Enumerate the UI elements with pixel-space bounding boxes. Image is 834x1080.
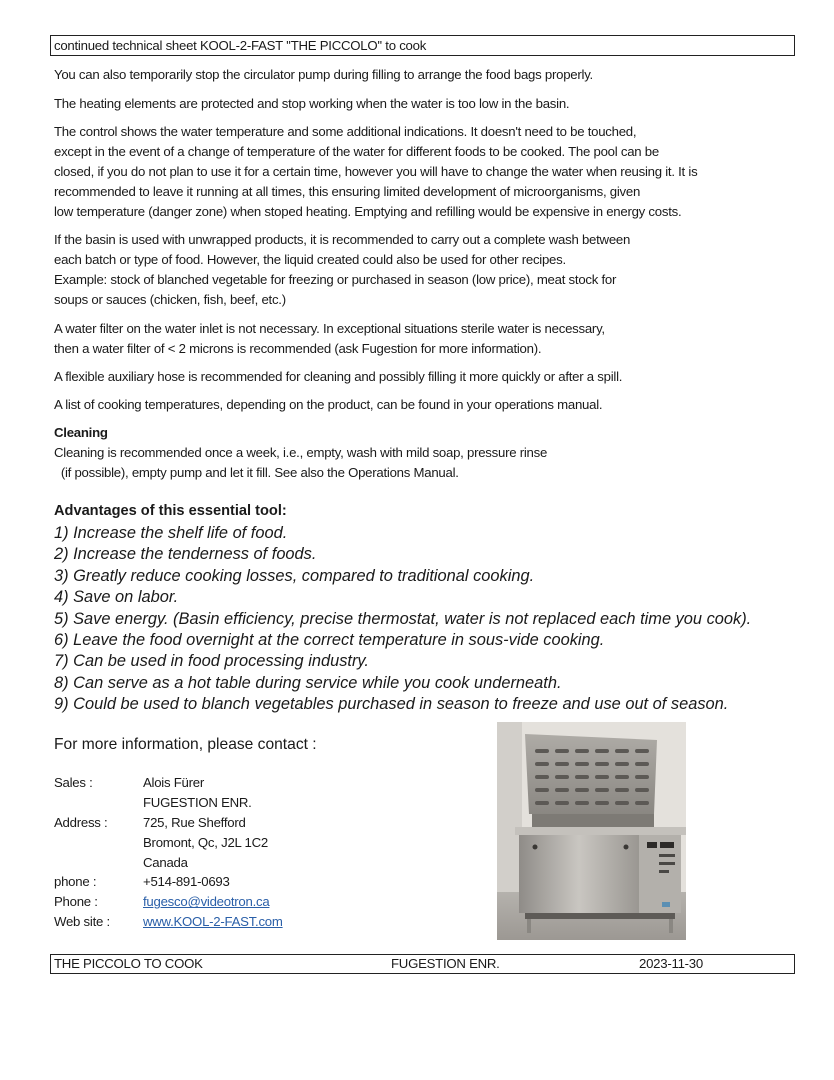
advantage-item: 5) Save energy. (Basin efficiency, precise thermostat, water is not replaced each time you cook). [54,609,752,628]
text-line: low temperature (danger zone) when stoped heating. Emptying and refilling would be expensive in energy costs. [54,204,682,219]
text-line: If the basin is used with unwrapped products, it is recommended to carry out a complete wash between [54,232,631,247]
paragraph-temperatures [54,395,602,415]
advantages-list [54,523,751,716]
footer-center: FUGESTION ENR. [391,956,500,971]
text-line: The control shows the water temperature and some additional indications. It doesn't need to be touched, [54,124,637,139]
contact-label: Sales : [54,775,93,790]
advantage-item: 6) Leave the food overnight at the correct temperature in sous-vide cooking. [54,630,605,649]
paragraph-pump [54,65,593,85]
text-line: The heating elements are protected and stop working when the water is too low in the basin. [54,96,570,111]
header-box [50,35,795,56]
paragraph-control [54,122,697,222]
advantage-item: 2) Increase the tenderness of foods. [54,545,317,564]
website-link[interactable]: www.KOOL-2-FAST.com [143,914,283,930]
cleaning-section [54,423,547,483]
text-line: soups or sauces (chicken, fish, beef, etc.) [54,292,286,307]
paragraph-basin [54,230,630,310]
product-photo [497,722,686,940]
advantages-title: Advantages of this essential tool: [54,503,287,519]
contact-value: 725, Rue Shefford [143,814,246,830]
contact-label: Web site : [54,914,110,930]
text-line: recommended to leave it running at all times, this ensuring limited development of microorganisms, given [54,184,641,199]
email-link[interactable]: fugesco@videotron.ca [143,894,270,910]
text-line: You can also temporarily stop the circulator pump during filling to arrange the food bags properly. [54,67,593,82]
footer-date: 2023-11-30 [639,956,703,971]
cooking-basin-illustration [497,722,686,940]
text-line: each batch or type of food. However, the liquid created could also be used for other recipes. [54,252,566,267]
footer-left: THE PICCOLO TO COOK [54,956,203,971]
paragraph-filter [54,319,605,359]
footer-box [50,954,795,974]
text-line: A list of cooking temperatures, depending on the product, can be found in your operations manual. [54,397,603,412]
advantage-item: 8) Can serve as a hot table during service while you cook underneath. [54,673,562,692]
advantage-item: 3) Greatly reduce cooking losses, compared to traditional cooking. [54,566,535,585]
paragraph-heating [54,94,569,114]
contact-value: Canada [143,854,188,870]
text-line: then a water filter of < 2 microns is recommended (ask Fugestion for more information). [54,341,542,356]
contact-title: For more information, please contact : [54,736,317,753]
cleaning-heading: Cleaning [54,425,108,440]
text-line: except in the event of a change of temperature of the water for different foods to be cooked. The pool can be [54,144,659,159]
advantage-item: 4) Save on labor. [54,588,179,607]
text-line: A water filter on the water inlet is not necessary. In exceptional situations sterile water is necessary, [54,321,605,336]
contact-value: Bromont, Qc, J2L 1C2 [143,834,268,850]
header-title: continued technical sheet KOOL-2-FAST ''THE PICCOLO'' to cook [54,38,427,53]
advantage-item: 1) Increase the shelf life of food. [54,524,288,542]
paragraph-hose [54,367,622,387]
contact-label: phone : [54,874,97,890]
contact-value: Alois Fürer [143,775,205,790]
text-line: closed, if you do not plan to use it for a certain time, however you will have to change the water when reusing it. It is [54,164,698,179]
advantage-item: 9) Could be used to blanch vegetables purchased in season to freeze and use out of season. [54,695,729,714]
text-line: A flexible auxiliary hose is recommended for cleaning and possibly filling it more quickly or after a spill. [54,369,623,384]
contact-label: Address : [54,814,108,830]
text-line: (if possible), empty pump and let it fill. See also the Operations Manual. [54,465,459,480]
text-line: Cleaning is recommended once a week, i.e., empty, wash with mild soap, pressure rinse [54,445,548,460]
contact-value: FUGESTION ENR. [143,794,252,810]
contact-value: +514-891-0693 [143,874,230,890]
text-line: Example: stock of blanched vegetable for freezing or purchased in season (low price), meat stock for [54,272,617,287]
advantage-item: 7) Can be used in food processing industry. [54,652,369,671]
contact-label: Phone : [54,894,98,910]
